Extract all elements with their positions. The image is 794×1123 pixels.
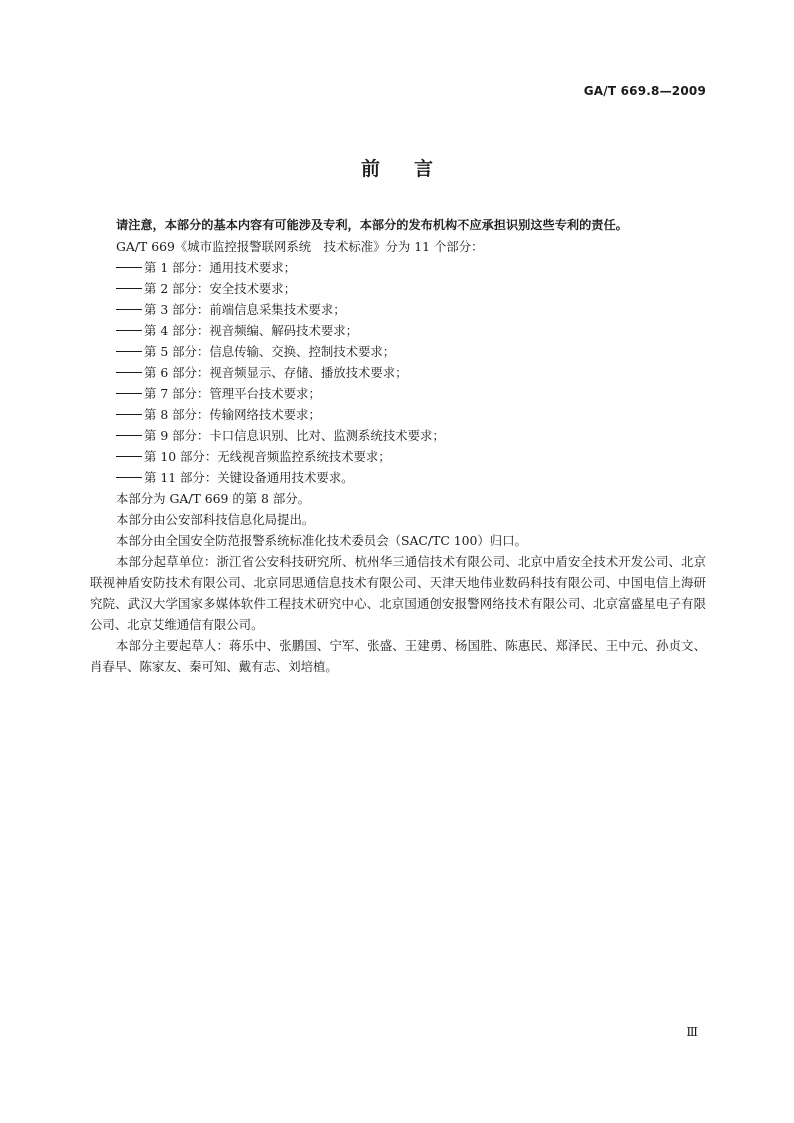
em-dash (116, 288, 142, 289)
list-item (90, 404, 706, 425)
list-item (90, 446, 706, 467)
part-label: 第 10 部分：无线视音频监控系统技术要求； (144, 449, 391, 464)
em-dash (116, 477, 142, 478)
list-item (90, 341, 706, 362)
parts-list (90, 257, 706, 488)
part-label: 第 5 部分：信息传输、交换、控制技术要求； (144, 344, 396, 359)
proposer-paragraph: 本部分由公安部科技信息化局提出。 (116, 512, 315, 527)
list-item (90, 320, 706, 341)
part-label: 第 2 部分：安全技术要求； (144, 281, 297, 296)
list-item (90, 278, 706, 299)
em-dash (116, 309, 142, 310)
part-label: 第 6 部分：视音频显示、存储、播放技术要求； (144, 365, 408, 380)
page-title: 前言 (360, 158, 467, 180)
part-label: 第 7 部分：管理平台技术要求； (144, 386, 321, 401)
page-number: Ⅲ (686, 1025, 698, 1039)
list-item (90, 467, 706, 488)
list-item (90, 383, 706, 404)
em-dash (116, 351, 142, 352)
committee-paragraph: 本部分由全国安全防范报警系统标准化技术委员会（SAC/TC 100）归口。 (116, 533, 527, 548)
drafters-paragraph: 本部分主要起草人：蒋乐中、张鹏国、宁军、张盛、王建勇、杨国胜、陈惠民、郑泽民、王中元、孙贞文、肖春早、陈家友、秦可知、戴有志、刘培植。 (90, 638, 706, 674)
em-dash (116, 330, 142, 331)
part-label: 第 3 部分：前端信息采集技术要求； (144, 302, 346, 317)
part-label: 第 8 部分：传输网络技术要求； (144, 407, 321, 422)
drafting-units-paragraph: 本部分起草单位：浙江省公安科技研究所、杭州华三通信技术有限公司、北京中盾安全技术开发公司、北京联视神盾安防技术有限公司、北京同思通信息技术有限公司、天津天地伟业数码科技有限公司、中国电信上海研究院、武汉大学国家多媒体软件工程技术研究中心、北京国通创安报警网络技术有限公司、北京富盛星电子有限公司、北京艾维通信有限公司。 (90, 554, 706, 632)
part-designation-paragraph: 本部分为 GA/T 669 的第 8 部分。 (116, 491, 311, 506)
list-item (90, 257, 706, 278)
em-dash (116, 435, 142, 436)
list-item (90, 362, 706, 383)
part-label: 第 1 部分：通用技术要求； (144, 260, 297, 275)
list-item (90, 425, 706, 446)
part-label: 第 11 部分：关键设备通用技术要求。 (144, 470, 354, 485)
intro-paragraph: GA/T 669《城市监控报警联网系统 技术标准》分为 11 个部分： (116, 239, 484, 254)
em-dash (116, 393, 142, 394)
part-label: 第 4 部分：视音频编、解码技术要求； (144, 323, 359, 338)
em-dash (116, 267, 142, 268)
standard-number: GA/T 669.8—2009 (583, 84, 706, 98)
part-label: 第 9 部分：卡口信息识别、比对、监测系统技术要求； (144, 428, 445, 443)
em-dash (116, 456, 142, 457)
list-item (90, 299, 706, 320)
patent-notice: 请注意，本部分的基本内容有可能涉及专利，本部分的发布机构不应承担识别这些专利的责任。 (116, 218, 628, 232)
foreword-body (90, 215, 706, 677)
em-dash (116, 372, 142, 373)
em-dash (116, 414, 142, 415)
